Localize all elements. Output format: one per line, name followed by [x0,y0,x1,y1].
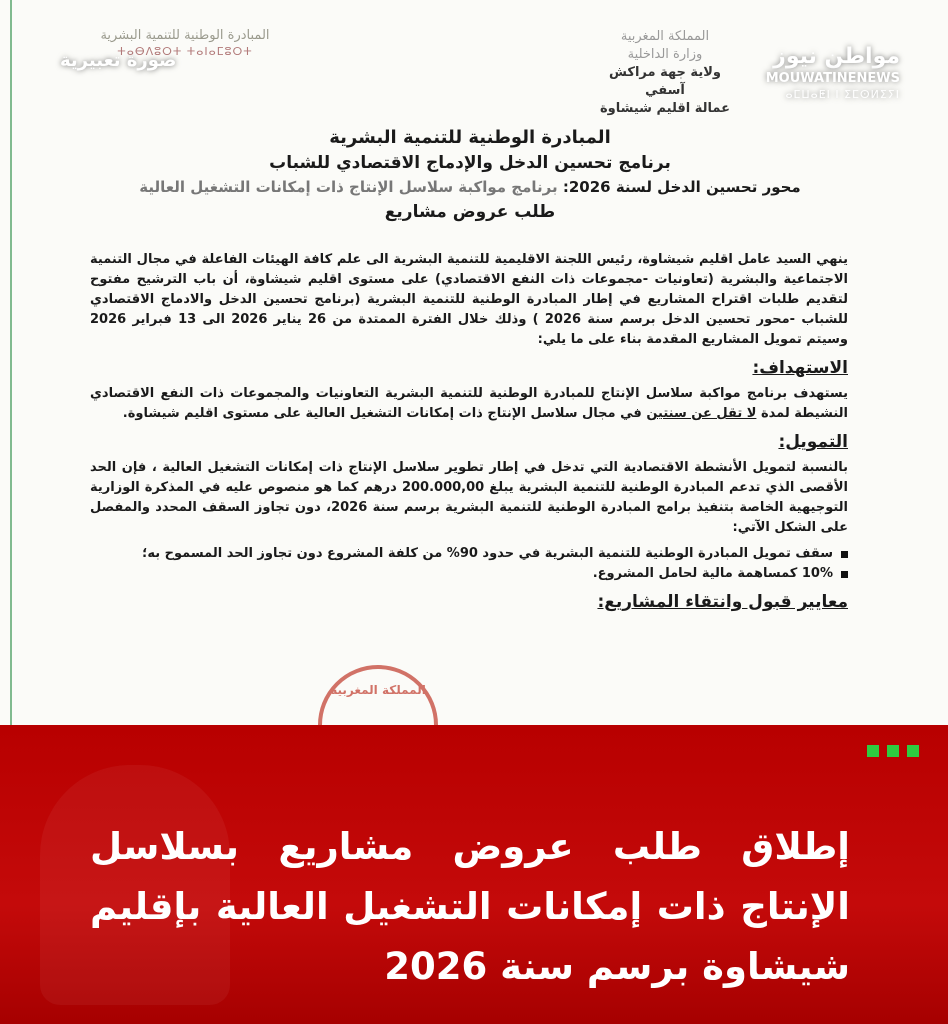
bullet-icon [841,551,848,558]
document-body [90,250,848,618]
title-line2: برنامج تحسين الدخل والإدماج الاقتصادي للشباب [269,153,671,173]
targeting-text-a: يستهدف برنامج مواكبة سلاسل الإنتاج للمبادرة الوطنية للتنمية البشرية التعاونيات والمجموعات ذات النفع الاقتصادي النشيطة لمدة [90,386,848,421]
section-criteria-title: معايير قبول وانتقاء المشاريع: [597,592,848,612]
brand-name-tifinagh: ⴰⵎⵡⴰⵟⵏ ⵏ ⵉⵎⵙⵍⵉⵢⵏ [785,88,900,101]
targeting-text-underlined: لا تقل عن سنتين [646,406,757,421]
green-border-line [10,0,12,725]
funding-bullet-2-text: 10% كمساهمة مالية لحامل المشروع. [592,566,833,581]
bullet-icon [841,571,848,578]
funding-bullet-1 [90,544,848,564]
stamp-text: المملكة المغربية [330,683,426,697]
green-dot [887,745,899,757]
green-dots-icon [867,745,919,757]
intro-paragraph: ينهي السيد عامل اقليم شيشاوة، رئيس اللجنة الاقليمية للتنمية البشرية الى علم كافة الهيئات الفاعلة في مجال التنمية الاجتماعية والبشرية (تعاونيات -مجموعات ذات النفع الاقتصادي) على مستوى اقليم شيشاوة، أن باب الترشيح مفتوح لتقديم طلبات اقتراح المشاريع في إطار المبادرة الوطنية للتنمية البشرية (برنامج تحسين الدخل والادماج الاقتصادي للشباب -محور تحسين الدخل برسم سنة 2026 ) وذلك خلال الفترة الممتدة من 26 يناير 2026 الى 13 فبراير 2026 وسيتم تمويل المشاريع المقدمة بناء على ما يلي: [90,252,849,347]
letterhead-right [590,28,740,118]
brand-name-arabic: مواطن نيوز [773,44,900,69]
title-line3-bold: محور تحسين الدخل لسنة 2026: [562,178,801,196]
section-funding-title: التمويل: [778,432,848,452]
letterhead-left-line1: المبادرة الوطنية للتنمية البشرية [100,28,270,43]
section-targeting-text [90,384,848,424]
title-line3-dim: برنامج مواكبة سلاسل الإنتاج ذات إمكانات التشغيل العالية [139,178,558,196]
headline-text: إطلاق طلب عروض مشاريع بسلاسل الإنتاج ذات إمكانات التشغيل العالية بإقليم شيشاوة برسم سنة 2026 [90,825,850,988]
funding-bullet-2 [90,564,848,584]
green-dot [867,745,879,757]
green-dot [907,745,919,757]
title-line3 [90,175,850,199]
brand-name-latin: MOUWATINENEWS [765,71,900,86]
brand-logo [740,44,900,101]
section-targeting-title: الاستهداف: [752,358,848,378]
title-line4: طلب عروض مشاريع [384,202,556,222]
section-funding-text: بالنسبة لتمويل الأنشطة الاقتصادية التي تدخل في إطار تطوير سلاسل الإنتاج ذات إمكانات التشغيل العالية ، فإن الحد الأقصى الذي تدعم المبادرة الوطنية للتنمية البشرية يبلغ 200.000,00 درهم كما هو منصوص عليه في المذكرة الوزارية التوجيهية الخاصة بتنفيذ برامج المبادرة الوطنية للتنمية البشرية برسم سنة 2026، دون تجاوز السقف المحدد والمفصل على الشكل الآتي: [90,460,849,535]
official-stamp [318,665,438,725]
letterhead-right-line4: عمالة اقليم شيشاوة [599,101,731,116]
letterhead-right-line3: ولاية جهة مراكش آسفي [609,65,721,98]
funding-bullet-1-text: سقف تمويل المبادرة الوطنية للتنمية البشرية في حدود 90% من كلفة المشروع دون تجاوز الحد المسموح به؛ [142,546,833,561]
document-titles [90,125,850,225]
letterhead-right-line1: المملكة المغربية [620,29,710,44]
title-line1: المبادرة الوطنية للتنمية البشرية [329,127,611,148]
photo-tag: صورة تعبيرية [60,50,177,71]
letterhead-left-line2: ⵜⴰⴱⴷⵓⵔⵜ ⵜⴰⵏⴰⵎⵓⵔⵜ [117,45,253,58]
headline-banner [0,725,948,1024]
targeting-text-b: في مجال سلاسل الإنتاج ذات إمكانات التشغيل العالية على مستوى اقليم شيشاوة. [122,406,642,421]
letterhead-right-line2: وزارة الداخلية [627,47,703,62]
